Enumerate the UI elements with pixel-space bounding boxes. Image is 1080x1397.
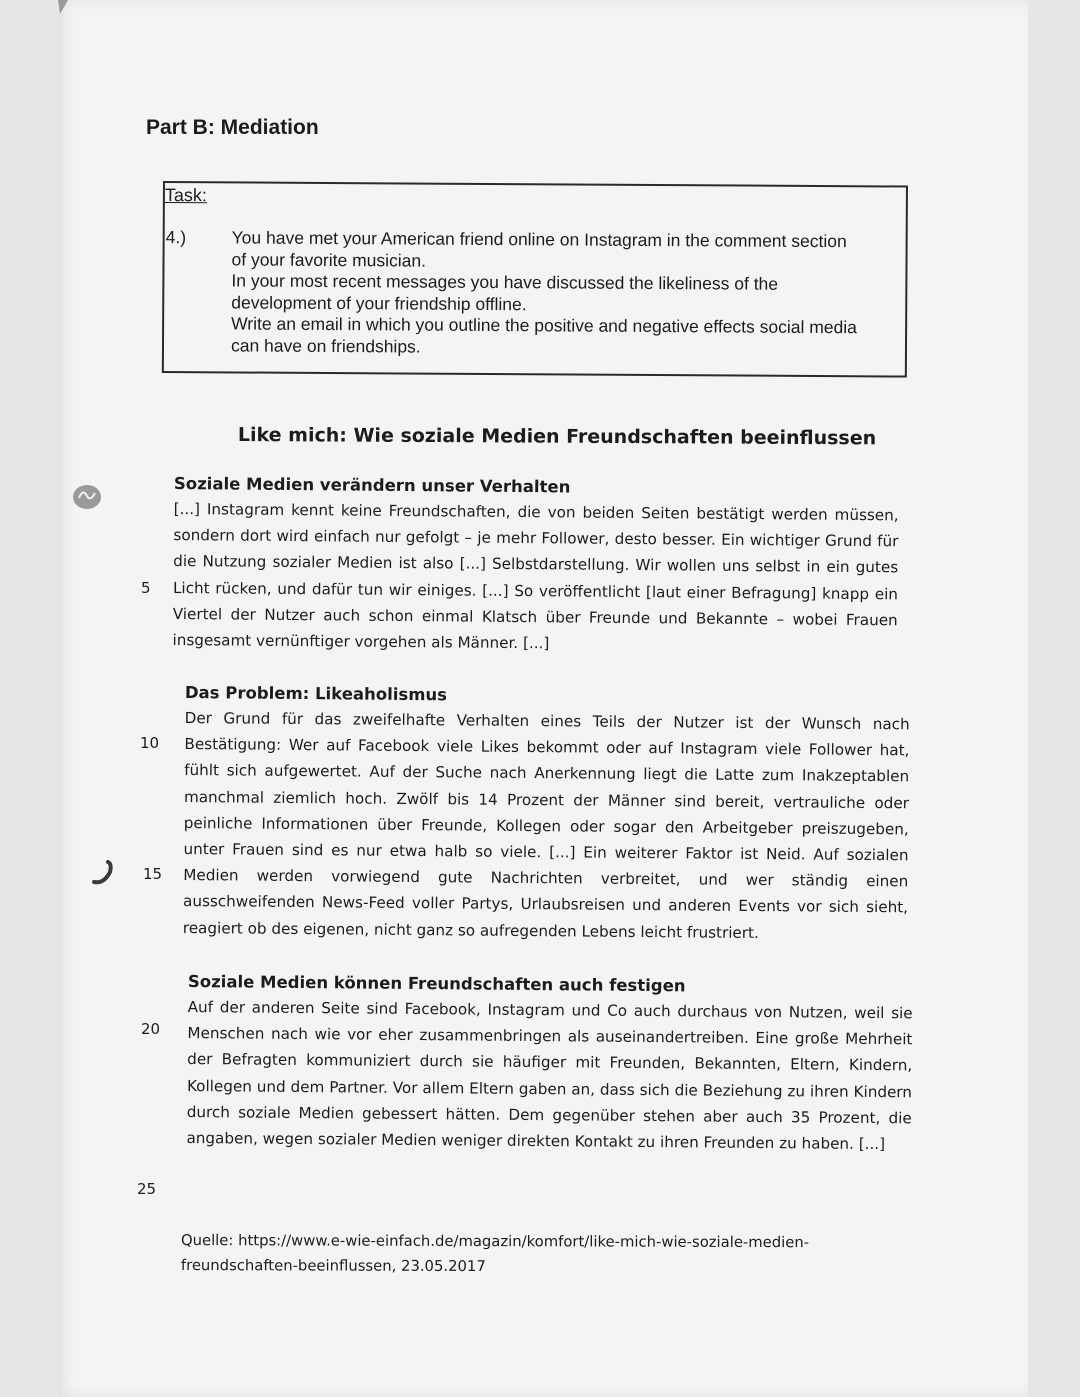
article-section — [186, 970, 913, 1158]
task-number: 4.) — [165, 227, 187, 248]
section-heading: Das Problem: Likeaholismus — [184, 682, 448, 705]
section-heading: Soziale Medien verändern unser Verhalten — [173, 473, 571, 497]
article-section — [172, 472, 899, 660]
section-paragraph: Auf der anderen Seite sind Facebook, Instagram und Co auch durchaus von Nutzen, weil sie Menschen nach wie vor eher zusammenbringen als auseinandertreiben. Eine große Mehrheit der Befragten kommuniziert durch sie häufiger mit Freunden, Bekannten, Eltern, Kindern, Kollegen und dem Partner. Vor allem Eltern gaben an, dass sich die Beziehung zu ihren Kindern durch soziale Medien gebessert hätten. Dem gegenüber stehen aber auch 35 Prozent, die angaben, wegen sozialer Medien weniger direkten Kontakt zu ihren Freunden zu haben. [...] — [186, 997, 913, 1154]
article-title: Like mich: Wie soziale Medien Freundschaften beeinflussen — [237, 424, 877, 450]
task-line: development of your friendship offline. — [231, 291, 527, 314]
task-line: In your most recent messages you have discussed the likeliness of the — [231, 270, 779, 294]
task-line: Write an email in which you outline the positive and negative effects social media — [231, 313, 858, 338]
source-line: freundschaften-beeinflussen, 23.05.2017 — [180, 1256, 486, 1276]
section-paragraph: Der Grund für das zweifelhafte Verhalten eines Teils der Nutzer ist der Wunsch nach Bestätigung: Wer auf Facebook viele Likes bekommt oder auf Instagram viele Follower hat, fühlt sich aufgewertet. Auf der Suche nach Anerkennung liegt die Latte zum Inakzeptablen manchmal ziemlich hoch. Zwölf bis 14 Prozent der Männer sind bereit, vertrauliche oder peinliche Informationen über Freunde, Kollegen oder sogar den Arbeitgeber preiszugeben, unter Frauen sind es nur etwa halb so viele. [...] Ein weiterer Faktor ist Neid. Auf sozialen Medien werden vorwiegend gute Nachrichten verbreitet, und wer ständig einen ausschweifenden News-Feed voller Partys, Urlaubsreisen und anderen Events vor sich sieht, reagiert ob des eigenen, nicht ganz so aufregenden Lebens leicht frustriert. — [182, 708, 910, 942]
task-line: 4.) You have met your American friend online on Instagram in the comment section — [165, 227, 847, 252]
task-line: of your favorite musician. — [231, 248, 427, 271]
handwritten-circle-mark — [70, 482, 104, 512]
section-paragraph: [...] Instagram kennt keine Freundschaften, die von beiden Seiten bestätigt werden müssen, sondern dort wird einfach nur gefolgt – je mehr Follower, desto besser. Ein wichtiger Grund für die Nutzung sozialer Medien ist also [...] Selbstdarstellung. Wir wollen uns selbst in ein gutes Licht rücken, und dafür tun wir einiges. [...] So veröffentlicht [laut einer Befragung] knapp ein Viertel der Nutzer auch schon einmal Klatsch über Freunde und Bekannte – wobei Frauen insgesamt vernünftiger vorgehen als Männer. [...] — [172, 499, 899, 653]
line-number: 20 — [141, 1020, 161, 1038]
line-number: 5 — [141, 579, 151, 597]
task-line: can have on friendships. — [230, 334, 421, 357]
line-number: 10 — [140, 734, 160, 752]
line-number: 15 — [143, 865, 163, 883]
task-instructions — [165, 227, 894, 360]
line-number: 25 — [137, 1180, 157, 1198]
article-section — [183, 681, 910, 947]
handwritten-swoosh-mark — [92, 860, 122, 888]
source-citation — [181, 1228, 841, 1280]
source-line: Quelle: https://www.e-wie-einfach.de/magazin/komfort/like-mich-wie-soziale-medien- — [180, 1232, 810, 1252]
task-box — [162, 181, 908, 378]
part-title: Part B: Mediation — [146, 116, 319, 139]
task-label: Task: — [164, 185, 207, 206]
section-heading: Soziale Medien können Freundschaften auch festigen — [187, 971, 686, 996]
line-numbers — [0, 0, 200, 1397]
